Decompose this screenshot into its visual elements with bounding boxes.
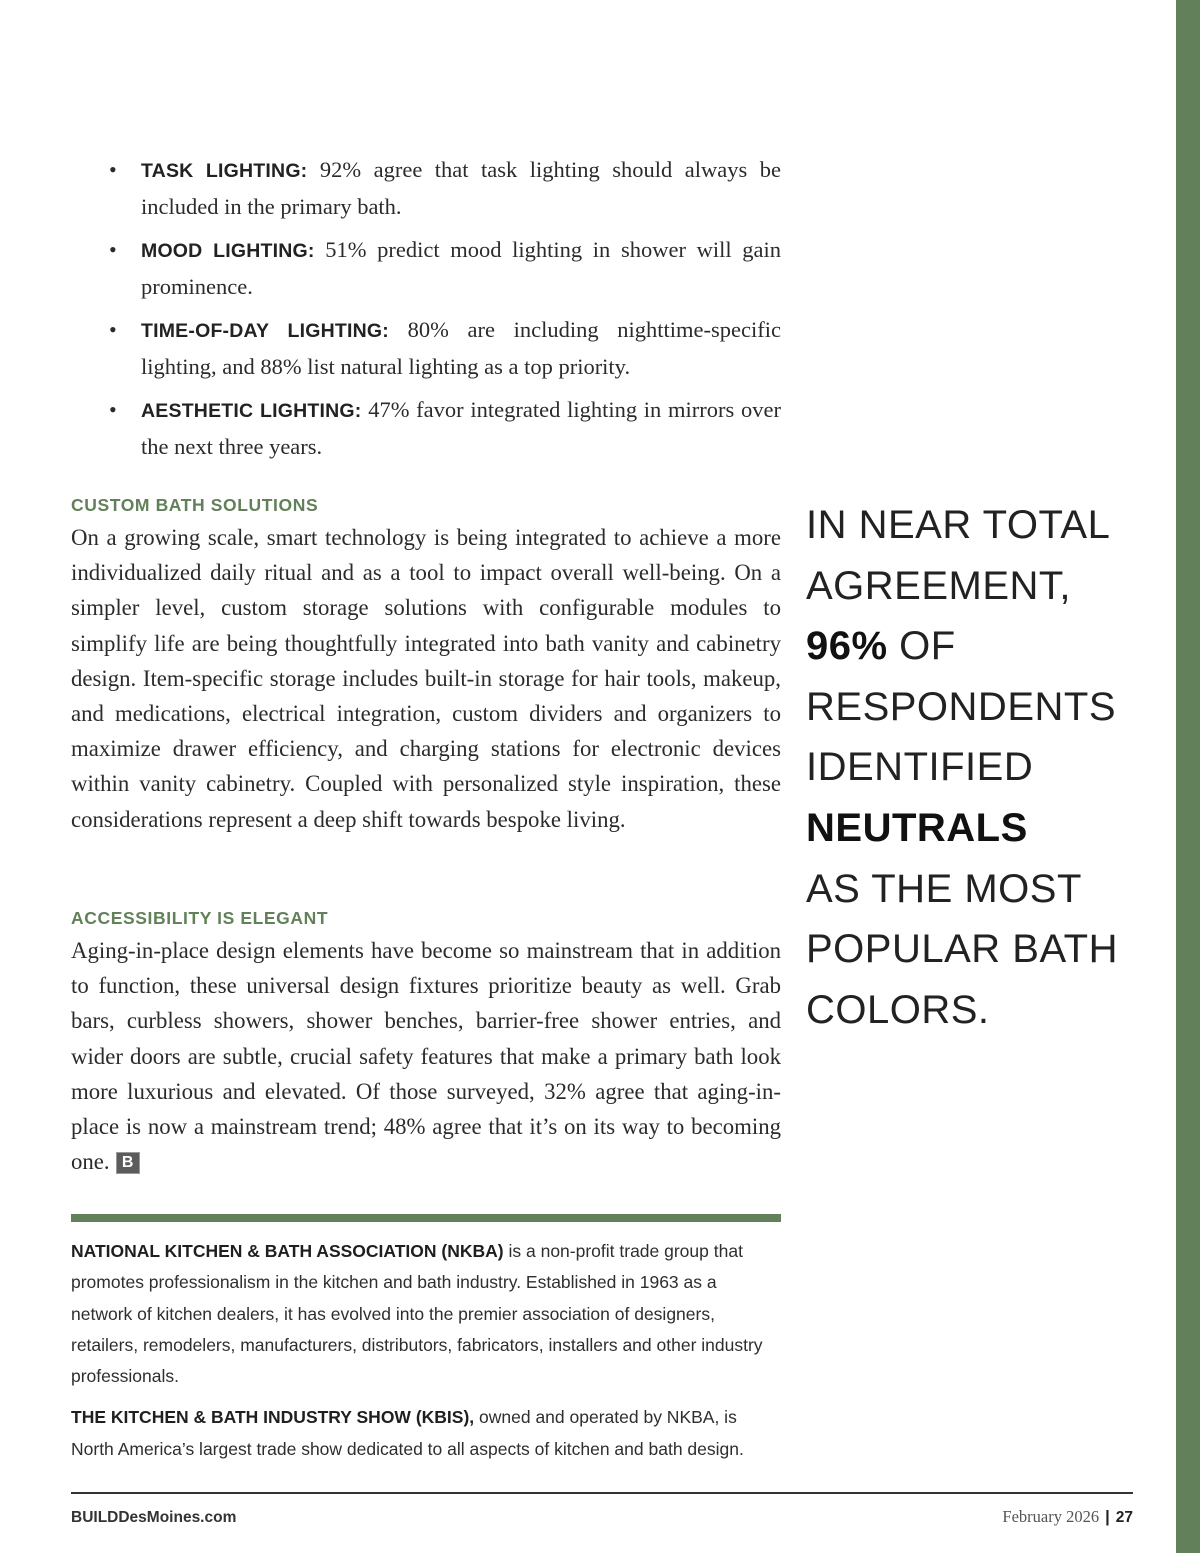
bullet-time-of-day-lighting xyxy=(71,312,781,384)
accessibility-section xyxy=(71,908,781,1179)
footer-issue-info xyxy=(1002,1507,1133,1527)
bullet-dot: • xyxy=(109,237,117,262)
note-text: owned and operated by NKBA, is North America’s largest trade show dedicated to all aspects of kitchen and bath design. xyxy=(71,1407,744,1459)
bullet-aesthetic-lighting xyxy=(71,392,781,464)
note-kbis xyxy=(71,1402,771,1465)
bullet-label: AESTHETIC LIGHTING: xyxy=(141,400,362,422)
bullet-mood-lighting xyxy=(71,232,781,304)
pull-quote-line xyxy=(806,616,1136,677)
note-text: is a non-profit trade group that promotes professionalism in the kitchen and bath industry. Established in 1963 as a network of kitchen dealers, it has evolved into the premier association of designers, retailers, remodelers, manufacturers, distributors, fabricators, installers and other industry professionals. xyxy=(71,1241,763,1387)
bullet-text: 80% are including nighttime-specific lighting, and 88% list natural lighting as a top priority. xyxy=(141,317,781,379)
footer-date: February 2026 xyxy=(1002,1507,1100,1526)
pull-quote-emphasis: NEUTRALS xyxy=(806,805,1028,850)
section-body-text: Aging-in-place design elements have become so mainstream that in addition to function, these universal design fixtures prioritize beauty as well. Grab bars, curbless showers, shower benches, barrier-free shower entries, and wider doors are subtle, crucial safety features that make a primary bath look more luxurious and elevated. Of those surveyed, 32% agree that aging-in-place is now a mainstream trend; 48% agree that it’s on its way to becoming one. xyxy=(71,938,781,1175)
lighting-bullet-list xyxy=(71,152,781,472)
pull-quote-line: AS THE MOST xyxy=(806,866,1082,911)
pull-quote-line: RESPONDENTS xyxy=(806,684,1116,729)
bullet-text: 47% favor integrated lighting in mirrors over the next three years. xyxy=(141,397,781,459)
bullet-text: 92% agree that task lighting should always be included in the primary bath. xyxy=(141,157,781,219)
note-org-name: THE KITCHEN & BATH INDUSTRY SHOW (KBIS), xyxy=(71,1407,475,1428)
section-heading: CUSTOM BATH SOLUTIONS xyxy=(71,495,319,515)
pull-quote-line: COLORS. xyxy=(806,987,990,1032)
organization-notes xyxy=(71,1236,771,1475)
footer-separator: | xyxy=(1105,1508,1110,1526)
pull-quote-line: AGREEMENT, xyxy=(806,563,1072,608)
footer-site-link[interactable]: BUILDDesMoines.com xyxy=(71,1509,237,1526)
pull-quote xyxy=(806,495,1136,1040)
build-end-mark-icon: B xyxy=(116,1152,140,1174)
pull-quote-line xyxy=(806,798,1136,859)
pull-quote-stat: 96% xyxy=(806,624,888,669)
bullet-dot: • xyxy=(109,157,117,182)
note-org-name: NATIONAL KITCHEN & BATH ASSOCIATION (NKBA) xyxy=(71,1241,504,1261)
bullet-label: TIME-OF-DAY LIGHTING: xyxy=(141,320,389,342)
page-number: 27 xyxy=(1115,1509,1133,1526)
bullet-dot: • xyxy=(109,397,117,422)
pull-quote-line: IN NEAR TOTAL xyxy=(806,503,1111,547)
bullet-text: 51% predict mood lighting in shower will gain prominence. xyxy=(141,237,781,299)
bullet-dot: • xyxy=(109,317,117,342)
section-body: On a growing scale, smart technology is being integrated to achieve a more individualized daily ritual and as a tool to impact overall well-being. On a simpler level, custom storage solutions with configurable modules to simplify life are being thoughtfully integrated into bath vanity and cabinetry design. Item-specific storage includes built-in storage for hair tools, makeup, and medications, electrical integration, custom dividers and organizers to maximize drawer efficiency, and charging stations for electronic devices within vanity cabinetry. Coupled with personalized style inspiration, these considerations represent a deep shift towards bespoke living. xyxy=(71,525,781,832)
pull-quote-line: POPULAR BATH xyxy=(806,927,1118,972)
pull-quote-text: OF xyxy=(887,624,956,669)
page-edge-accent-bar xyxy=(1176,0,1200,1553)
section-divider xyxy=(71,1214,781,1222)
section-heading: ACCESSIBILITY IS ELEGANT xyxy=(71,908,329,928)
bullet-label: MOOD LIGHTING: xyxy=(141,240,315,262)
bullet-task-lighting xyxy=(71,152,781,224)
bullet-label: TASK LIGHTING: xyxy=(141,160,308,182)
note-nkba xyxy=(71,1236,771,1392)
section-body xyxy=(71,933,781,1179)
pull-quote-line: IDENTIFIED xyxy=(806,745,1034,790)
footer-divider xyxy=(71,1492,1133,1494)
custom-bath-section xyxy=(71,495,781,837)
